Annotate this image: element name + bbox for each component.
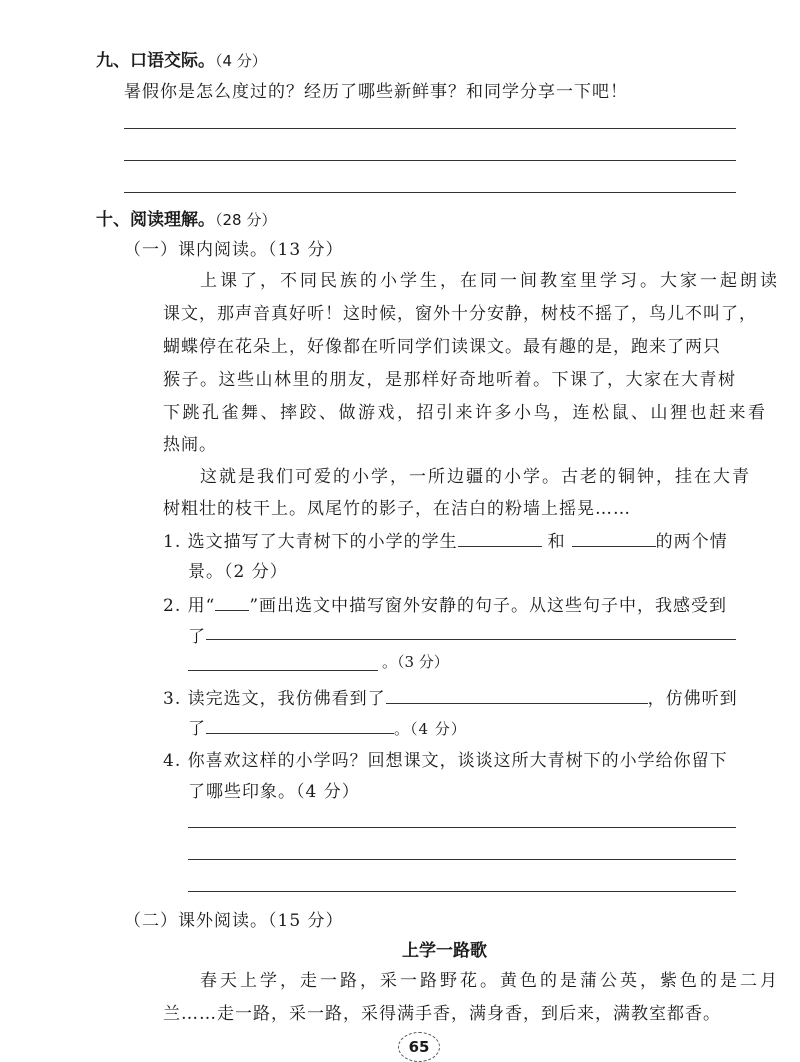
q2-answer-line[interactable] <box>206 639 736 640</box>
q9-answer-line[interactable] <box>124 128 736 129</box>
q9-answer-line[interactable] <box>124 192 736 193</box>
q4-answer-line[interactable] <box>188 859 736 860</box>
q1-blank-1[interactable] <box>458 528 542 547</box>
passage-line: 这就是我们可爱的小学，一所边疆的小学。古老的铜钟，挂在大青 <box>200 467 751 487</box>
passage-line: 热闹。 <box>163 435 217 455</box>
q3-blank-1[interactable] <box>386 685 648 704</box>
part2-title: （二）课外阅读。（15 分） <box>124 911 344 931</box>
page-number: 65 <box>398 1032 440 1062</box>
question-1-line-1: 1. 选文描写了大青树下的小学的学生 和 的两个情 <box>163 527 728 552</box>
story-line: 兰……走一路，采一路，采得满手香，满身香，到后来，满教室都香。 <box>163 1004 721 1024</box>
question-4-line-1: 4. 你喜欢这样的小学吗？回想课文，谈谈这所大青树下的小学给你留下 <box>163 751 728 771</box>
story-line: 春天上学，走一路，采一路野花。黄色的是蒲公英，紫色的是二月 <box>200 971 780 991</box>
q10-heading <box>96 205 276 230</box>
question-4-line-2: 了哪些印象。（4 分） <box>188 782 360 802</box>
q9-heading <box>96 46 267 71</box>
q10-title: 十、阅读理解。 <box>96 210 215 230</box>
q4-answer-line[interactable] <box>188 827 736 828</box>
q2-answer-line[interactable] <box>188 670 378 671</box>
question-1-line-2: 景。（2 分） <box>188 562 288 582</box>
passage-line: 下跳孔雀舞、摔跤、做游戏，招引来许多小鸟，连松鼠、山狸也赶来看 <box>163 403 768 423</box>
q4-answer-line[interactable] <box>188 891 736 892</box>
question-2-score: 。（3 分） <box>382 653 449 671</box>
passage-line: 上课了，不同民族的小学生，在同一间教室里学习。大家一起朗读 <box>200 271 780 291</box>
part1-title: （一）课内阅读。（13 分） <box>124 240 344 260</box>
q9-prompt: 暑假你是怎么度过的？经历了哪些新鲜事？和同学分享一下吧！ <box>124 82 628 102</box>
q9-title: 九、口语交际。 <box>96 51 215 71</box>
question-3-line-2: 了 。（4 分） <box>188 714 467 739</box>
q2-mark-sample <box>215 592 249 611</box>
q10-score: （28 分） <box>215 211 277 229</box>
question-2-line-2: 了 <box>188 627 206 647</box>
q9-answer-line[interactable] <box>124 160 736 161</box>
q9-score: （4 分） <box>215 52 267 70</box>
question-2-line-1: 2. 用“ ”画出选文中描写窗外安静的句子。从这些句子中，我感受到 <box>163 591 727 616</box>
q1-blank-2[interactable] <box>572 528 656 547</box>
question-3-line-1: 3. 读完选文，我仿佛看到了 ，仿佛听到 <box>163 684 738 709</box>
passage-line: 猴子。这些山林里的朋友，是那样好奇地听着。下课了，大家在大青树 <box>163 370 737 390</box>
passage-line: 蝴蝶停在花朵上，好像都在听同学们读课文。最有趣的是，跑来了两只 <box>163 337 721 357</box>
passage-line: 树粗壮的枝干上。凤尾竹的影子，在洁白的粉墙上摇晃…… <box>163 499 631 519</box>
q3-blank-2[interactable] <box>206 715 394 734</box>
story-title: 上学一路歌 <box>402 941 487 961</box>
passage-line: 课文，那声音真好听！这时候，窗外十分安静，树枝不摇了，鸟儿不叫了， <box>163 304 757 324</box>
